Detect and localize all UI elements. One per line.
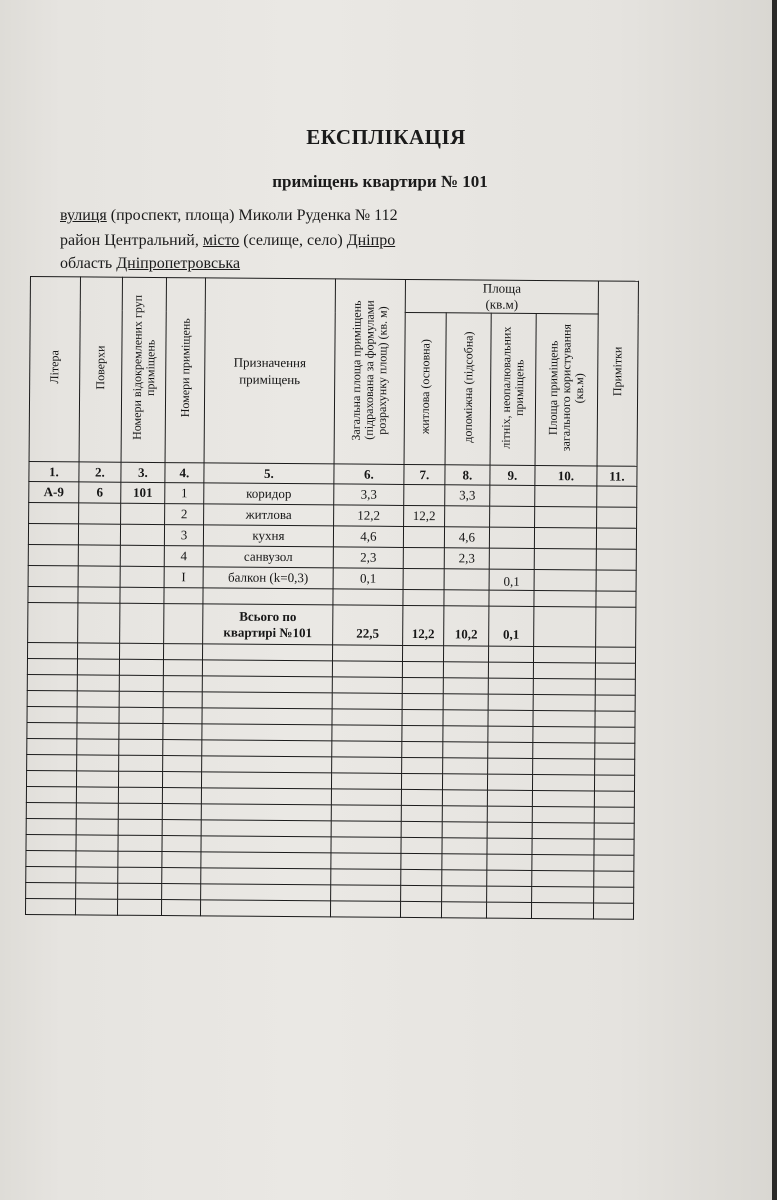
cell-purpose: балкон (k=0,3) [203,567,333,589]
empty-cell [487,822,532,838]
empty-cell [533,726,595,742]
cell-living [403,526,444,547]
empty-cell [26,882,76,898]
address-street-line [60,207,398,225]
cell-group [121,503,165,524]
explication-table [25,276,639,920]
empty-cell [26,802,76,818]
empty-cell [442,886,487,902]
empty-cell [486,902,531,918]
empty-cell [442,838,487,854]
empty-cell [402,645,443,661]
empty-cell [595,695,635,711]
empty-cell [77,659,119,675]
header-litera: Літера [29,277,80,462]
empty-cell [76,787,118,803]
empty-cell [162,820,201,836]
empty-cell [594,791,634,807]
empty-cell [487,870,532,886]
col-num: 1. [29,461,79,481]
empty-cell [118,835,162,851]
empty-cell [201,884,331,901]
empty-cell [75,899,117,915]
cell-floor [78,566,120,587]
cell-aux [445,506,490,527]
empty-cell [331,789,401,806]
cell-total: 12,2 [334,505,404,527]
empty-cell [26,850,76,866]
header-row-top [30,277,638,315]
empty-cell [162,836,201,852]
cell-purpose: санвузол [203,546,333,568]
empty-cell [332,645,402,662]
cell-group [120,566,164,587]
empty-cell [118,771,162,787]
address-region-line [60,255,240,273]
empty-cell [76,803,118,819]
empty-cell [595,743,635,759]
empty-cell [400,901,441,917]
cell-room: 3 [164,525,203,546]
col-num: 7. [404,464,445,484]
empty-cell [331,805,401,822]
empty-cell [595,679,635,695]
cell-group: 101 [121,482,165,503]
empty-cell [593,903,633,919]
empty-cell [401,837,442,853]
col-num: 2. [79,462,121,482]
empty-cell [27,642,77,658]
empty-cell [76,867,118,883]
cell-common [534,606,596,646]
cell-litera [29,502,79,523]
cell-notes [597,507,637,528]
header-group-numbers: Номери відокремлених груп приміщень [121,277,166,462]
empty-cell [532,774,594,790]
empty-cell [163,644,202,660]
empty-cell [201,772,331,789]
cell-common [534,548,596,569]
empty-cell [532,854,594,870]
total-area-value: 22,5 [333,605,403,646]
cell-notes [596,549,636,570]
cell-purpose: коридор [204,483,334,505]
empty-cell [119,739,163,755]
cell-group [120,603,164,643]
empty-cell [594,855,634,871]
empty-cell [401,853,442,869]
document-title: ЕКСПЛІКАЦІЯ [306,125,466,149]
empty-cell [595,727,635,743]
cell-notes [596,570,636,591]
empty-cell [443,710,488,726]
empty-cell [162,852,201,868]
empty-cell [163,740,202,756]
empty-cell [202,724,332,741]
empty-cell [162,788,201,804]
total-living-value: 12,2 [403,605,444,645]
total-summer-value: 0,1 [489,606,534,646]
empty-cell [487,854,532,870]
cell-notes [597,486,637,507]
cell-summer [490,485,535,506]
empty-cell [595,759,635,775]
empty-cell [402,677,443,693]
district-value: район Центральний, [60,232,203,249]
empty-cell [76,771,118,787]
empty-cell [487,790,532,806]
street-label: вулиця [60,207,107,224]
empty-cell [488,694,533,710]
empty-cell [77,691,119,707]
empty-cell [532,886,594,902]
col-num: 5. [204,463,334,484]
empty-cell [76,819,118,835]
empty-cell [201,804,331,821]
empty-cell [442,806,487,822]
cell-group [120,545,164,566]
empty-cell [201,852,331,869]
empty-cell [117,899,161,915]
empty-cell [77,723,119,739]
empty-cell [488,726,533,742]
cell-room: I [164,567,203,588]
empty-cell [26,866,76,882]
header-room-numbers: Номери приміщень [165,278,205,463]
header-area-group: Площа (кв.м) [405,279,598,314]
header-notes: Примітки [597,281,638,466]
empty-cell [532,790,594,806]
cell-aux: 2,3 [444,548,489,569]
empty-cell [27,690,77,706]
empty-cell [330,901,400,918]
empty-cell [119,755,163,771]
empty-cell [401,885,442,901]
col-num: 10. [535,465,597,485]
col-num: 11. [597,466,637,486]
empty-cell [163,676,202,692]
empty-cell [201,788,331,805]
empty-cell [163,692,202,708]
cell-purpose: кухня [203,525,333,547]
background-edge [772,0,777,1200]
empty-cell [202,676,332,693]
cell-litera [28,602,78,642]
cell-floor [78,603,120,643]
col-num: 4. [165,463,204,483]
empty-cell [119,691,163,707]
empty-cell [594,871,634,887]
empty-cell [531,902,593,918]
cell-room: 2 [165,504,204,525]
empty-cell [331,885,401,902]
address-city-line [60,232,395,250]
empty-cell [443,694,488,710]
empty-cell [202,660,332,677]
cell-total: 3,3 [334,484,404,506]
cell-living: 12,2 [404,505,445,526]
empty-cell [200,900,330,917]
header-total-area: Загальна площа приміщень (підрахована за формулами розрахунку площ) (кв. м) [334,279,405,465]
empty-cell [488,646,533,662]
empty-cell [401,773,442,789]
empty-cell [594,823,634,839]
empty-cell [76,883,118,899]
empty-cell [163,708,202,724]
cell-floor [78,524,120,545]
empty-cell [401,821,442,837]
cell-litera [28,523,78,544]
empty-cell [532,838,594,854]
empty-cell [202,740,332,757]
empty-cell [442,822,487,838]
empty-cell [162,868,201,884]
empty-cell [27,754,77,770]
cell-notes [596,607,636,647]
total-row [28,602,636,647]
empty-cell [487,886,532,902]
empty-cell [332,693,402,710]
empty-cell [401,869,442,885]
empty-cell [161,900,200,916]
empty-cell [331,869,401,886]
empty-cell [443,742,488,758]
empty-cell [202,692,332,709]
empty-cell [533,662,595,678]
cell-aux: 3,3 [445,485,490,506]
empty-cell [163,724,202,740]
cell-litera [28,544,78,565]
document-subtitle: приміщень квартири № 101 [272,172,488,191]
cell-common [535,506,597,527]
empty-cell [402,693,443,709]
empty-cell [77,675,119,691]
empty-cell [76,851,118,867]
cell-litera [28,565,78,586]
empty-cell [442,790,487,806]
empty-cell [595,663,635,679]
empty-cell [488,678,533,694]
empty-cell [119,659,163,675]
empty-cell [118,819,162,835]
cell-total: 0,1 [333,568,403,590]
cell-group [120,524,164,545]
empty-cell [27,706,77,722]
city-type-text: (селище, село) [239,232,347,249]
cell-common [535,485,597,506]
col-num: 3. [121,462,165,482]
total-aux-value: 10,2 [444,606,489,646]
empty-cell [488,710,533,726]
empty-cell [27,658,77,674]
empty-cell [402,757,443,773]
header-summer: літніх, неопалювальних приміщень [490,313,536,465]
city-label: місто [202,232,240,249]
empty-cell [402,709,443,725]
empty-cell [594,775,634,791]
empty-cell [487,774,532,790]
empty-cell [443,662,488,678]
col-num: 6. [334,464,404,485]
empty-cell [25,898,75,914]
street-value: (проспект, площа) Миколи Руденка № 112 [106,207,398,224]
empty-cell [402,741,443,757]
empty-cell [533,678,595,694]
empty-cell [401,789,442,805]
empty-cell [332,757,402,774]
empty-cell [533,758,595,774]
empty-cell [77,755,119,771]
empty-cell [202,756,332,773]
empty-cell [487,806,532,822]
empty-cell [118,883,162,899]
empty-cell [77,707,119,723]
cell-room: 1 [165,483,204,504]
empty-cell [332,741,402,758]
cell-total: 4,6 [333,526,403,548]
empty-cell [76,835,118,851]
header-common: Площа приміщень загального користування (кв.м) [535,313,598,465]
cell-common [534,569,596,590]
empty-cell [402,661,443,677]
cell-purpose: житлова [204,504,334,526]
empty-cell [119,707,163,723]
header-auxiliary: допоміжна (підсобна) [445,313,491,465]
empty-cell [27,738,77,754]
header-floors: Поверхи [79,277,122,462]
empty-cell [162,772,201,788]
empty-cell [331,821,401,838]
empty-cell [118,851,162,867]
empty-cell [488,758,533,774]
empty-cell [332,661,402,678]
city-value: Дніпро [346,232,396,249]
cell-room: 4 [164,546,203,567]
empty-cell [163,660,202,676]
cell-summer [489,548,534,569]
empty-cell [442,774,487,790]
empty-cell [488,742,533,758]
empty-cell [202,708,332,725]
empty-cell [77,739,119,755]
empty-cell [533,646,595,662]
empty-cell [443,678,488,694]
cell-summer: 0,1 [489,569,534,590]
cell-aux [444,569,489,590]
empty-cell [595,647,635,663]
empty-cell [27,674,77,690]
cell-summer [489,527,534,548]
cell-living [404,484,445,505]
empty-cell [27,722,77,738]
empty-cell [443,646,488,662]
cell-aux: 4,6 [444,527,489,548]
empty-cell [119,643,163,659]
empty-cell [443,758,488,774]
cell-floor [79,503,121,524]
empty-cell [331,773,401,790]
empty-cell [201,868,331,885]
cell-living [403,547,444,568]
empty-cell [441,902,486,918]
col-num: 8. [445,465,490,485]
cell-total: 2,3 [333,547,403,569]
empty-cell [487,838,532,854]
empty-cell [443,726,488,742]
empty-cell [201,836,331,853]
empty-cell [533,694,595,710]
empty-cell [162,884,201,900]
header-living: житлова (основна) [404,312,446,464]
total-label: Всього по квартирі №101 [203,604,333,645]
cell-room [164,604,203,644]
empty-cell [118,867,162,883]
empty-cell [26,834,76,850]
empty-cell [532,870,594,886]
cell-common [534,527,596,548]
empty-cell [201,820,331,837]
empty-cell [332,725,402,742]
empty-cell [162,804,201,820]
empty-cell [26,770,76,786]
cell-summer [490,506,535,527]
empty-cell [533,710,595,726]
empty-cell [331,853,401,870]
empty-cell [332,709,402,726]
empty-cell [532,822,594,838]
header-purpose: Призначення приміщень [204,278,335,464]
empty-cell [118,803,162,819]
cell-litera: А-9 [29,481,79,502]
cell-floor: 6 [79,482,121,503]
empty-cell [594,807,634,823]
empty-cell [202,644,332,661]
region-value: Дніпропетровська [116,255,241,272]
empty-cell [442,854,487,870]
empty-cell [532,806,594,822]
region-label: область [60,255,117,272]
empty-cell [331,837,401,854]
cell-living [403,568,444,589]
empty-cell [442,870,487,886]
col-num: 9. [490,465,535,485]
cell-floor [78,545,120,566]
empty-cell [26,786,76,802]
empty-cell [594,839,634,855]
empty-cell [533,742,595,758]
empty-cell [488,662,533,678]
empty-cell [594,887,634,903]
empty-cell [118,787,162,803]
cell-notes [596,528,636,549]
empty-cell [401,805,442,821]
empty-cell [119,723,163,739]
empty-cell [402,725,443,741]
empty-cell [119,675,163,691]
empty-cell [26,818,76,834]
empty-cell [163,756,202,772]
empty-cell [595,711,635,727]
empty-cell [332,677,402,694]
empty-rows [25,642,635,919]
empty-cell [77,643,119,659]
